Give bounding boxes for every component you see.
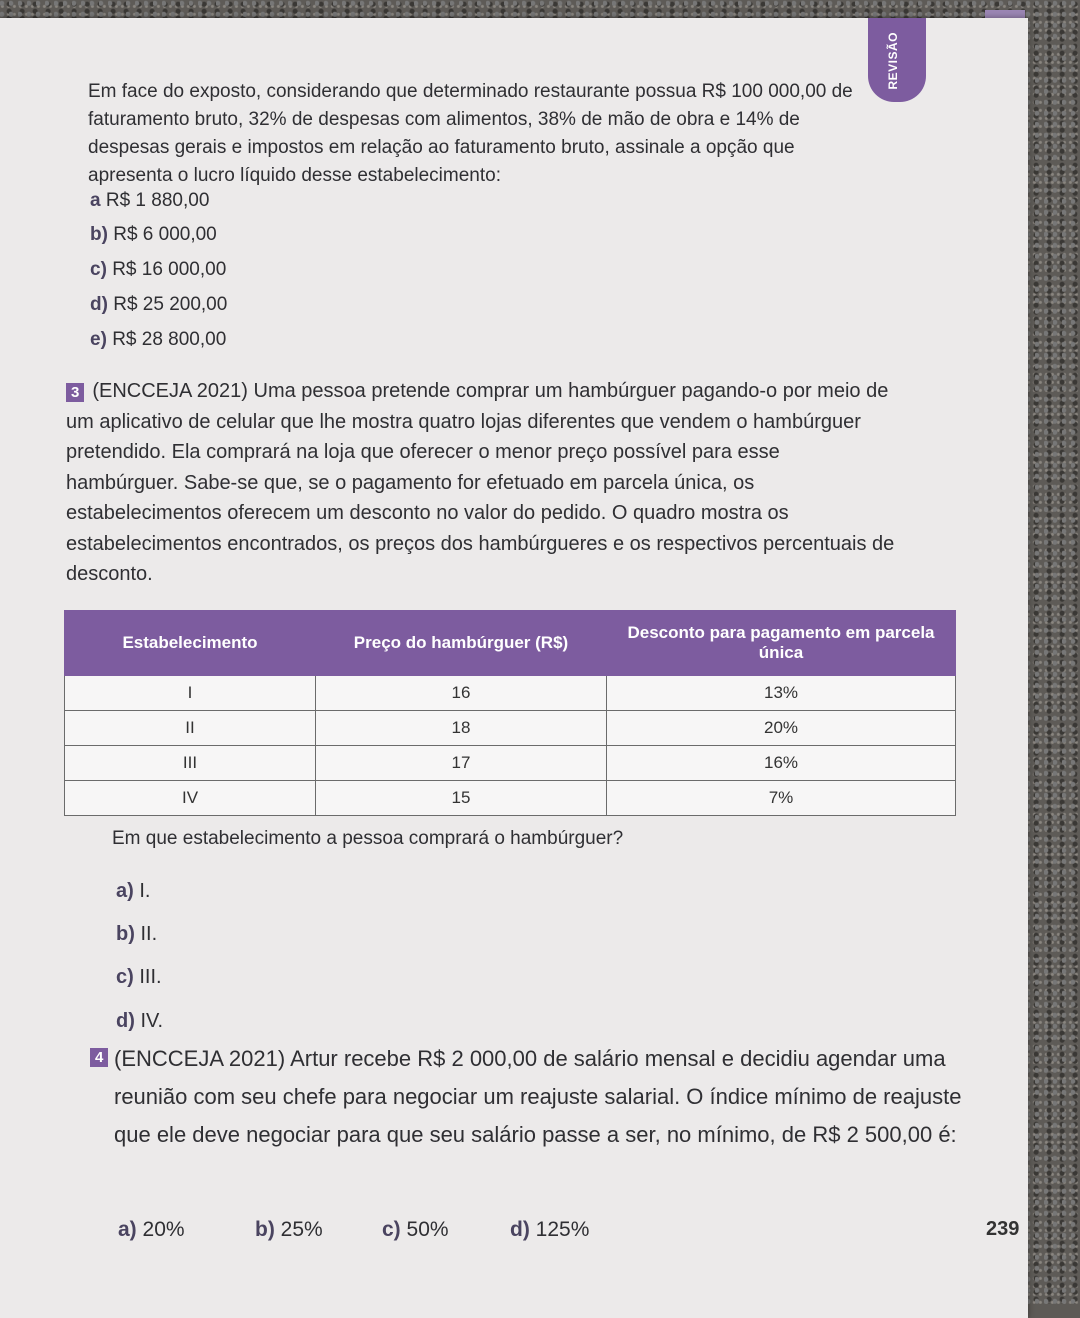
q2-option-d[interactable]: [90, 294, 227, 316]
table-row: [65, 781, 956, 816]
table-cell: II: [65, 711, 316, 746]
table-row: [65, 746, 956, 781]
q3-option-a[interactable]: [116, 880, 150, 903]
option-letter: d): [510, 1218, 530, 1241]
question-number-badge: 3: [66, 383, 84, 402]
option-letter: a): [118, 1218, 137, 1241]
question-4: [95, 1040, 984, 1154]
option-letter: c): [90, 259, 107, 280]
revision-tab-label: REVISÃO: [886, 32, 900, 90]
option-letter: e): [90, 329, 107, 350]
option-text: III.: [139, 966, 162, 988]
option-letter: b): [255, 1218, 275, 1241]
q4-option-c[interactable]: [382, 1218, 449, 1242]
option-letter: d): [116, 1010, 135, 1032]
stores-table: [64, 610, 956, 816]
table-cell: 15: [316, 781, 607, 816]
option-text: IV.: [140, 1010, 164, 1032]
q2-option-e[interactable]: [90, 329, 226, 351]
table-cell: IV: [65, 781, 316, 816]
option-text: R$ 1 880,00: [105, 190, 210, 211]
table-cell: III: [65, 746, 316, 781]
option-letter: a): [116, 880, 134, 902]
option-text: R$ 16 000,00: [112, 259, 227, 280]
table-cell: I: [65, 676, 316, 711]
question-2-text: Em face do exposto, considerando que determinado restaurante possua R$ 100 000,00 de faturamento bruto, 32% de despesas com alimentos, 38% de mão de obra e 14% de despesas gerais e impostos em relação ao faturamento bruto, assinale a opção que apresenta o lucro líquido desse estabelecimento:: [88, 81, 853, 186]
table-row: [65, 711, 956, 746]
question-3: [66, 376, 896, 590]
q3-option-c[interactable]: [116, 966, 162, 989]
option-letter: d): [90, 294, 108, 315]
question-number-badge: 4: [90, 1048, 108, 1067]
question-3-prompt: Em que estabelecimento a pessoa comprará o hambúrguer?: [112, 828, 624, 849]
q2-option-c[interactable]: [90, 259, 226, 281]
table-header: Desconto para pagamento em parcela única: [607, 611, 956, 676]
table-cell: 16%: [607, 746, 956, 781]
q2-option-a[interactable]: [90, 190, 209, 212]
option-text: 125%: [535, 1218, 590, 1241]
option-text: I.: [139, 880, 151, 902]
table-header: Estabelecimento: [65, 611, 316, 676]
page-number: 239: [986, 1218, 1020, 1240]
question-4-text: (ENCCEJA 2021) Artur recebe R$ 2 000,00 de salário mensal e decidiu agendar uma reunião com seu chefe para negociar um reajuste salarial. O índice mínimo de reajuste que ele deve negociar para que seu salário passe a ser, no mínimo, de R$ 2 500,00 é:: [114, 1046, 962, 1147]
table-cell: 18: [316, 711, 607, 746]
table-header: Preço do hambúrguer (R$): [316, 611, 607, 676]
q2-option-b[interactable]: [90, 224, 217, 246]
option-letter: c): [116, 966, 134, 988]
option-text: R$ 28 800,00: [112, 329, 227, 350]
option-letter: c): [382, 1218, 401, 1241]
option-text: R$ 6 000,00: [113, 224, 217, 245]
table-cell: 16: [316, 676, 607, 711]
option-text: 50%: [406, 1218, 449, 1241]
q4-option-b[interactable]: [255, 1218, 323, 1242]
question-3-text: (ENCCEJA 2021) Uma pessoa pretende comprar um hambúrguer pagando-o por meio de um aplicativo de celular que lhe mostra quatro lojas diferentes que vendem o hambúrguer pretendido. Ela comprará na loja que oferecer o menor preço possível para esse hambúrguer. Sabe-se que, se o pagamento for efetuado em parcela única, os estabelecimentos oferecem um desconto no valor do pedido. O quadro mostra os estabelecimentos encontrados, os preços dos hambúrgueres e os respectivos percentuais de desconto.: [66, 380, 895, 585]
option-letter: a: [90, 190, 101, 211]
q3-option-d[interactable]: [116, 1010, 163, 1033]
table-row: [65, 676, 956, 711]
q4-option-d[interactable]: [510, 1218, 589, 1242]
option-letter: b): [116, 923, 135, 945]
table-cell: 13%: [607, 676, 956, 711]
option-text: 25%: [280, 1218, 323, 1241]
table-cell: 17: [316, 746, 607, 781]
q3-option-b[interactable]: [116, 923, 157, 946]
option-text: II.: [140, 923, 158, 945]
option-text: R$ 25 200,00: [113, 294, 228, 315]
table-cell: 20%: [607, 711, 956, 746]
option-text: 20%: [142, 1218, 185, 1241]
option-letter: b): [90, 224, 108, 245]
table-cell: 7%: [607, 781, 956, 816]
q4-option-a[interactable]: [118, 1218, 185, 1242]
